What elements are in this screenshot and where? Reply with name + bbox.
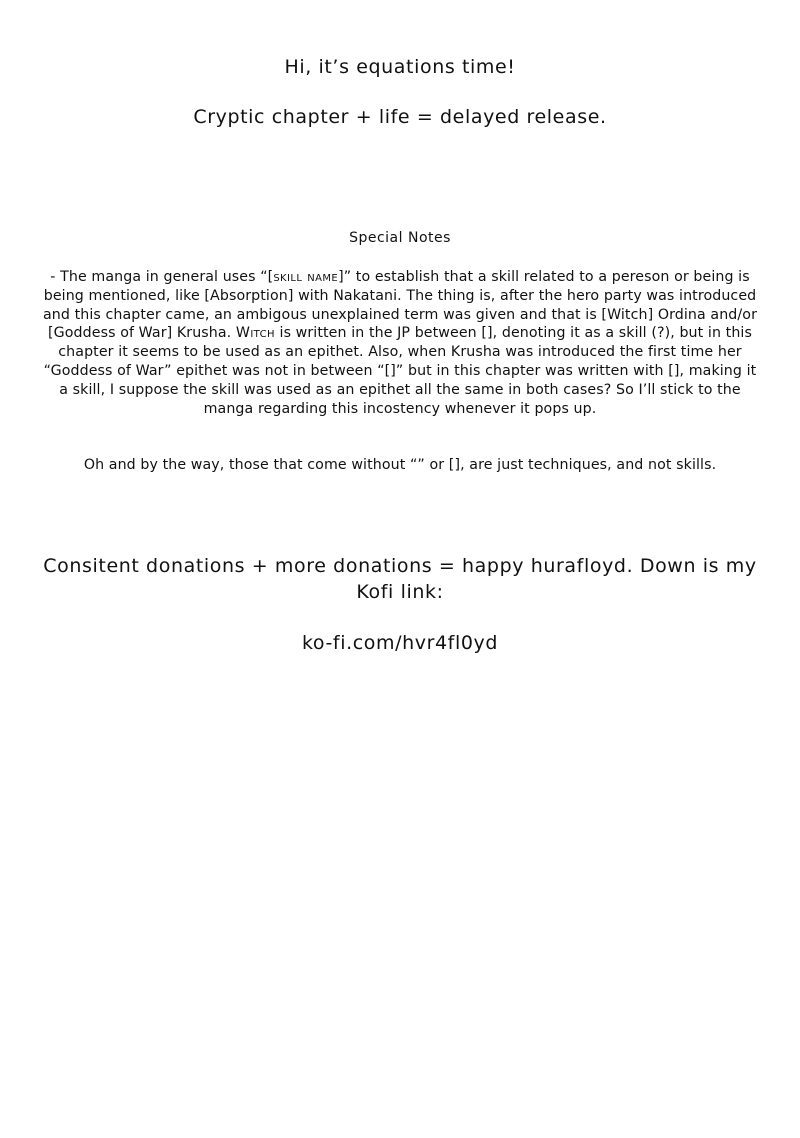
greeting-line: Hi, it’s equations time! [284,56,516,78]
special-notes-heading: Special Notes [349,230,451,246]
release-equation-line: Cryptic chapter + life = delayed release. [193,106,607,128]
donations-line: Consitent donations + more donations = happy hurafloyd. Down is my Kofi link: [43,555,757,603]
kofi-link[interactable]: ko-fi.com/hvr4fl0yd [301,632,499,654]
techniques-note: Oh and by the way, those that come without “” or [], are just techniques, and not skills. [83,457,717,473]
notes-text-part-c: is written in the JP between [], denoting it as a skill (?), but in this chapter it seems to be used as an epithet. Also, when Krusha was introduced the first time her “Goddess of War” epithet was not in between “[]” but in this chapter was written with [], making it a skill, I suppose the skill was used as an epithet all the same in both cases? So I’ll stick to the manga regarding this incostency whenever it pops up. [43,325,757,417]
special-notes-paragraph [40,268,760,418]
notes-text-part-b: ]” to establish that a skill related to a pereson or being is being mentioned, like [Absorption] with Nakatani. The thing is, after the hero party was introduced and this chapter came, an ambigous unexplained term was given and that is [Witch] Ordina and/or [Goddess of War] Krusha. [42,269,758,342]
notes-text-part-a: - The manga in general uses “[ [50,269,274,285]
skill-name-term: skill name [273,269,339,285]
witch-term: Witch [235,325,275,342]
